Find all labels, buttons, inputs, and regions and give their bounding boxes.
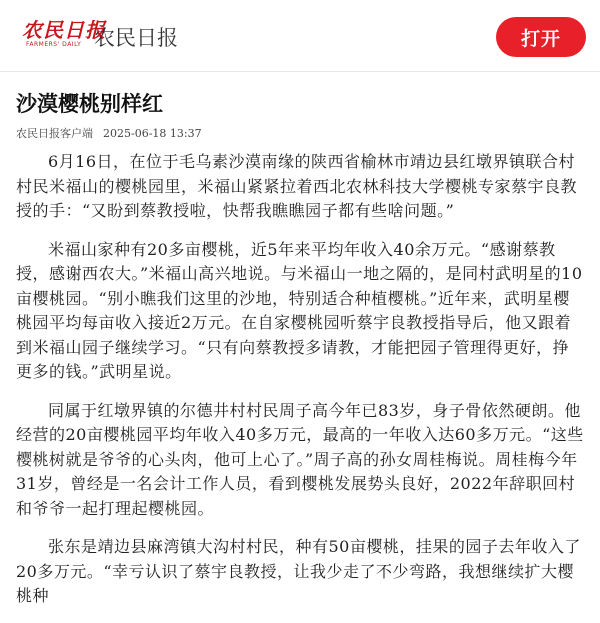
brand-name: 农民日报 bbox=[94, 26, 178, 50]
article-meta bbox=[16, 125, 212, 141]
article-paragraph: 6月16日，在位于毛乌素沙漠南缘的陕西省榆林市靖边县红墩界镇联合村村民米福山的樱桃园里，米福山紧紧拉着西北农林科技大学樱桃专家蔡宇良教授的手：“又盼到蔡教授啦，快帮我瞧瞧园子都有些啥问题。” bbox=[16, 152, 578, 220]
article-body bbox=[16, 150, 584, 623]
article-title: 沙漠樱桃别样红 bbox=[16, 92, 163, 116]
article-paragraph: 同属于红墩界镇的尔德井村村民周子高今年已83岁，身子骨依然硬朗。他经营的20亩樱桃园平均年收入40多万元，最高的一年收入达60多万元。“这些樱桃树就是爷爷的心头肉，他可上心了。”周子高的孙女周桂梅说。周桂梅今年31岁，曾经是一名会计工作人员，看到樱桃发展势头良好，2022年辞职回村和爷爷一起打理起樱桃园。 bbox=[16, 400, 584, 518]
article-datetime: 2025-06-18 13:37 bbox=[103, 127, 202, 140]
logo-subtitle: FARMERS' DAILY bbox=[26, 41, 82, 48]
article-source: 农民日报客户端 bbox=[16, 127, 93, 140]
top-bar bbox=[0, 0, 600, 72]
brand-logo[interactable] bbox=[22, 14, 106, 54]
open-app-button[interactable]: 打开 bbox=[496, 17, 586, 57]
article-paragraph: 张东是靖边县麻湾镇大沟村村民，种有50亩樱桃，挂果的园子去年收入了20多万元。“幸亏认识了蔡宇良教授，让我少走了不少弯路，我想继续扩大樱桃种 bbox=[16, 537, 581, 605]
article-paragraph: 米福山家种有20多亩樱桃，近5年来平均年收入40余万元。“感谢蔡教授，感谢西农大。”米福山高兴地说。与米福山一地之隔的，是同村武明星的10亩樱桃园。“别小瞧我们这里的沙地，特别适合种植樱桃。”近年来，武明星樱桃园平均每亩收入接近2万元。在自家樱桃园听蔡宇良教授指导后，他又跟着到米福山园子继续学习。“只有向蔡教授多请教，才能把园子管理得更好，挣更多的钱。”武明星说。 bbox=[16, 239, 583, 381]
logo-text: 农民日报 bbox=[22, 18, 106, 42]
